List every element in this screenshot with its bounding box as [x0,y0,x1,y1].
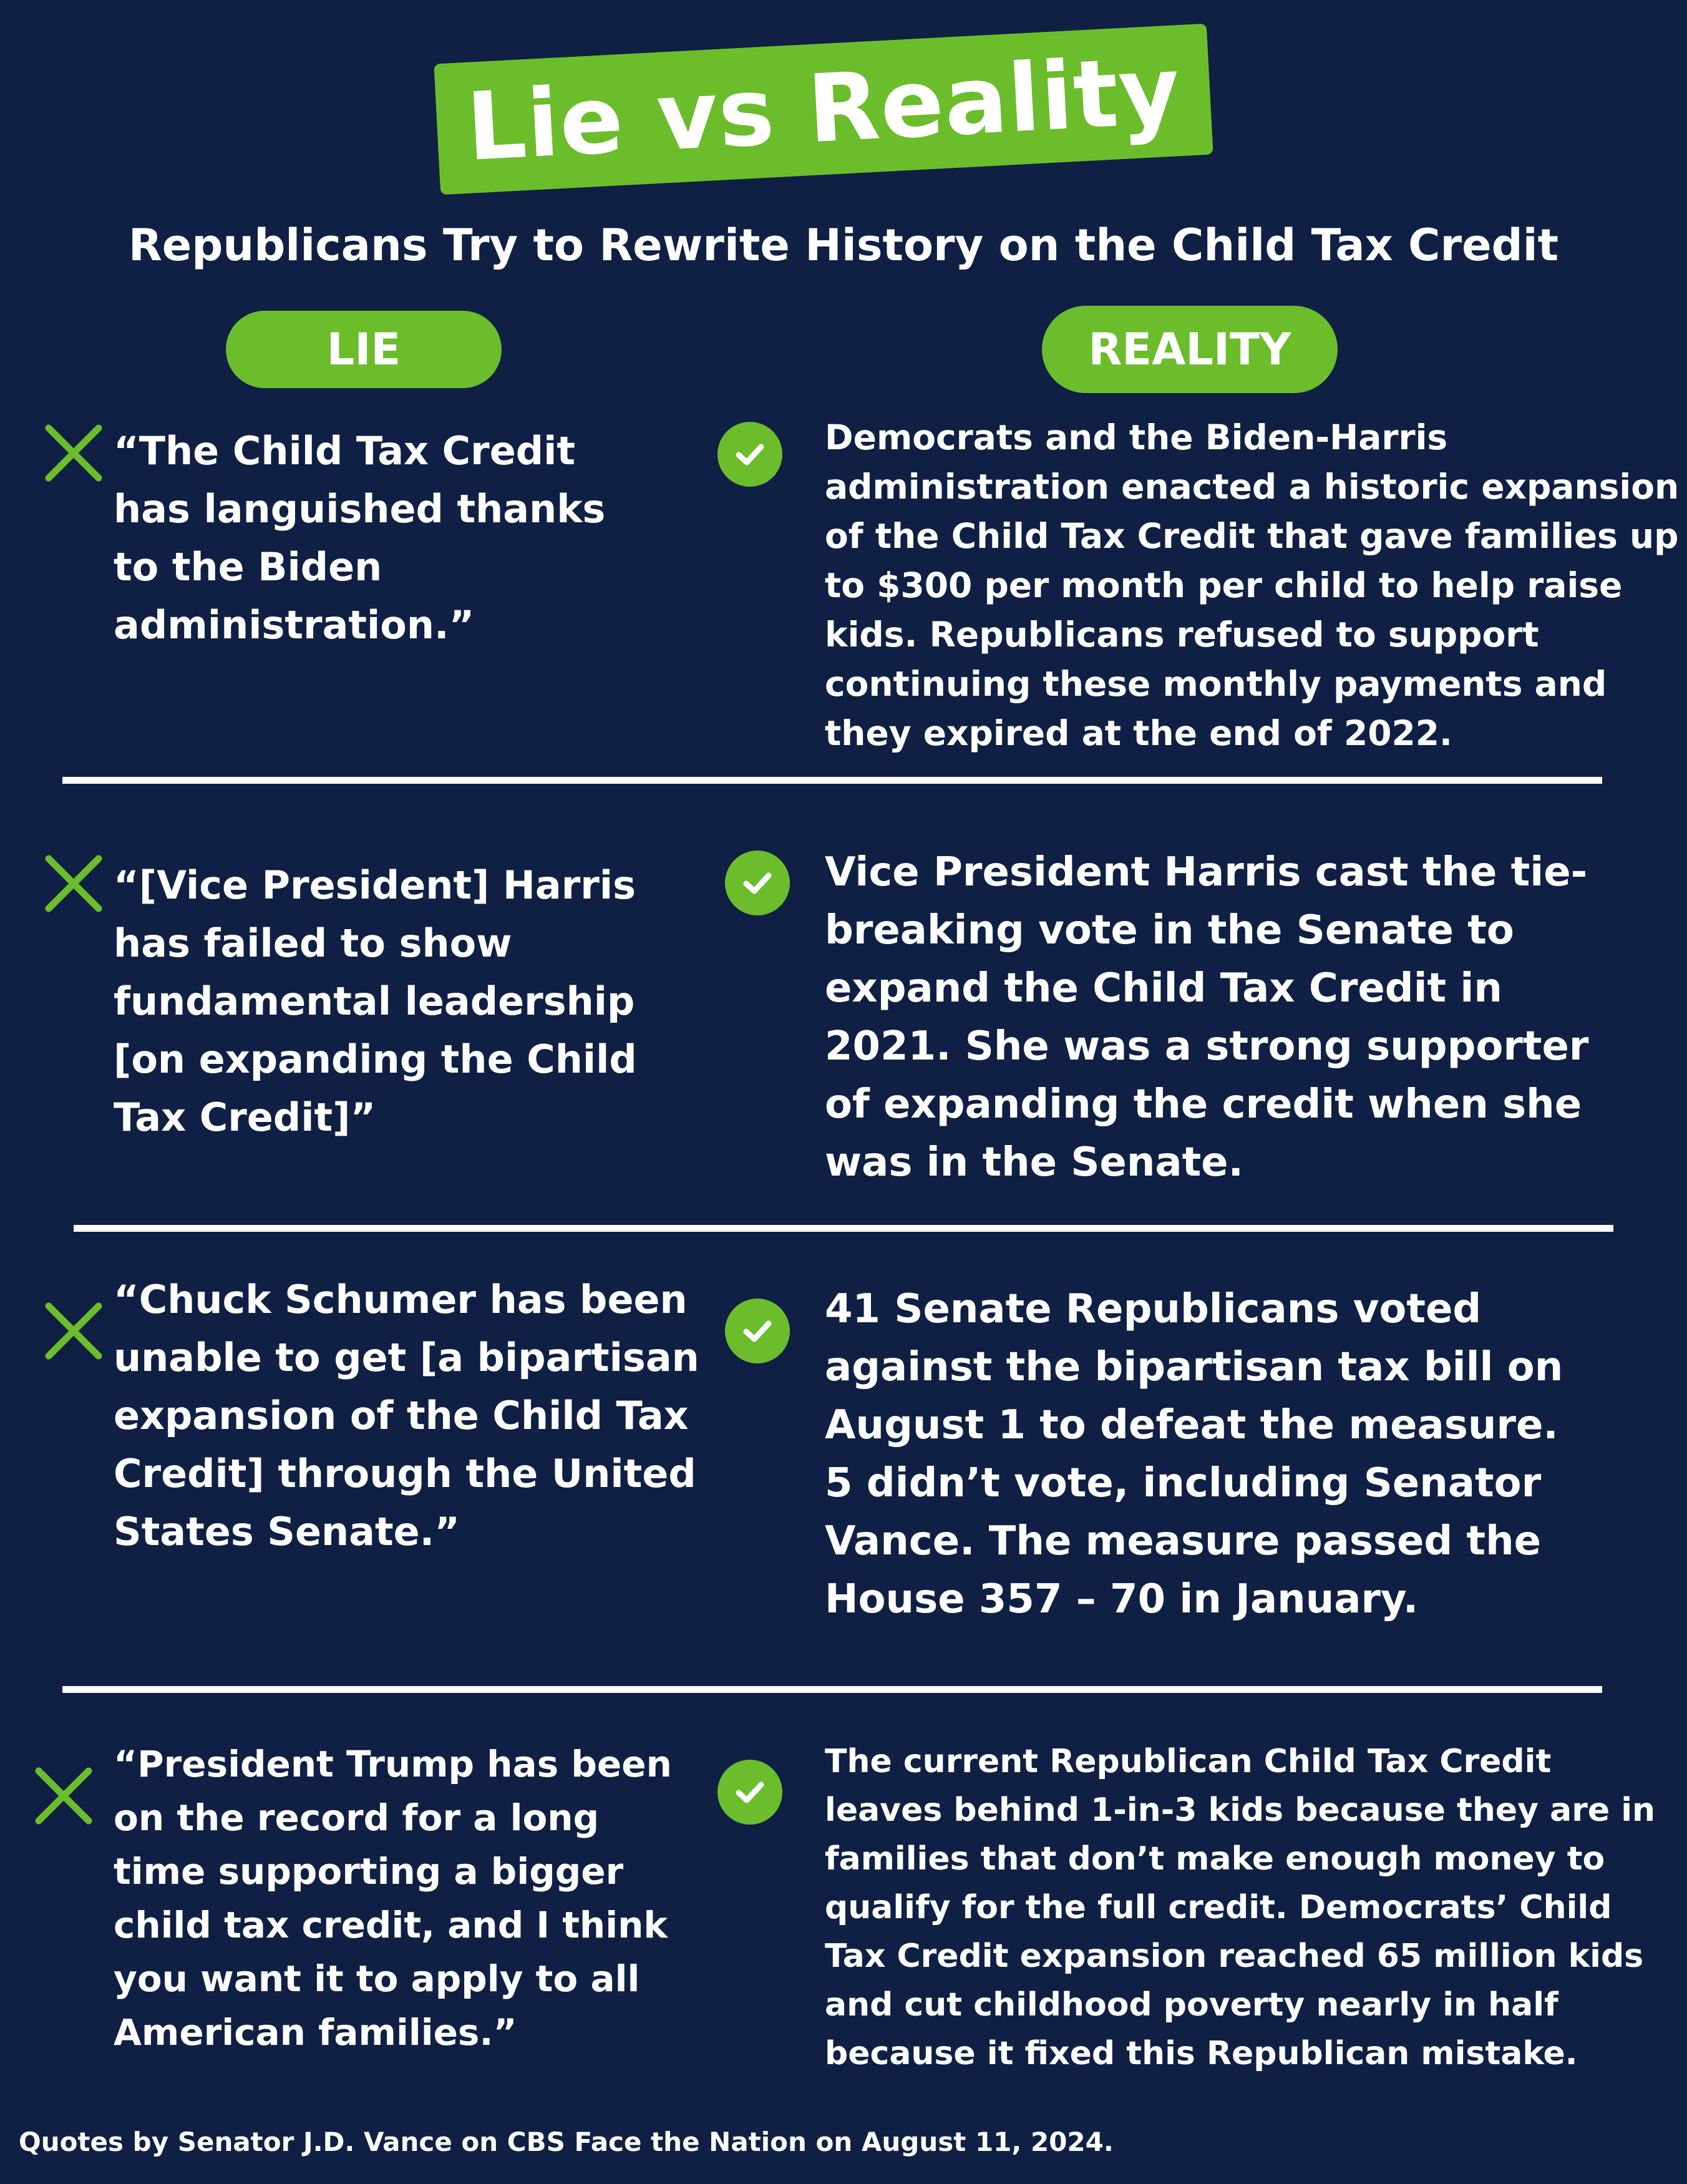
check-circle-icon [717,1760,782,1825]
reality-fact-2: Vice President Harris cast the tie-breaking vote in the Senate to expand the Child Tax Credit in 2021. She was a strong supporter of expanding the credit when she was in the Senate. [825,849,1589,1186]
page-subtitle: Republicans Try to Rewrite History on the Child Tax Credit [128,220,1559,271]
lie-column-label: LIE [226,311,502,388]
check-circle-icon [725,851,790,915]
lie-quote-4: “President Trump has been on the record for a long time supporting a bigger child tax credit, and I think you want it to apply to all American families.” [114,1743,672,2054]
row-divider [62,777,1602,784]
lie-quote-1: “The Child Tax Credit has languished thanks to the Biden administration.” [114,428,606,648]
reality-fact-1: Democrats and the Biden-Harris administration enacted a historic expansion of the Child Tax Credit that gave families up to $300 per month per child to help raise kids. Republicans refused to support continuing these monthly payments and they expired at the end of 2022. [825,417,1680,753]
title-banner [434,24,1213,195]
reality-column-label: REALITY [1042,306,1338,393]
row-divider [62,1686,1602,1693]
check-circle-icon [725,1299,790,1363]
x-mark-icon [42,852,105,915]
reality-fact-3: 41 Senate Republicans voted against the bipartisan tax bill on August 1 to defeat the measure. 5 didn’t vote, including Senator Vance. The measure passed the House 357 – 70 in January. [825,1286,1563,1622]
lie-quote-2: “[Vice President] Harris has failed to show fundamental leadership [on expanding the Child Tax Credit]” [114,862,637,1140]
banner-title: Lie vs Reality [464,36,1184,182]
x-mark-icon [42,422,105,484]
check-circle-icon [717,422,782,487]
footer-source-note: Quotes by Senator J.D. Vance on CBS Face the Nation on August 11, 2024. [19,2127,1114,2157]
row-divider [74,1225,1613,1232]
x-mark-icon [32,1765,95,1827]
x-mark-icon [42,1300,105,1362]
lie-quote-3: “Chuck Schumer has been unable to get [a bipartisan expansion of the Child Tax Credit] through the United States Senate.” [114,1277,699,1554]
reality-fact-4: The current Republican Child Tax Credit leaves behind 1-in-3 kids because they are in families that don’t make enough money to qualify for the full credit. Democrats’ Child Tax Credit expansion reached 65 million kids and cut childhood poverty nearly in half because it fixed this Republican mistake. [825,1743,1656,2072]
